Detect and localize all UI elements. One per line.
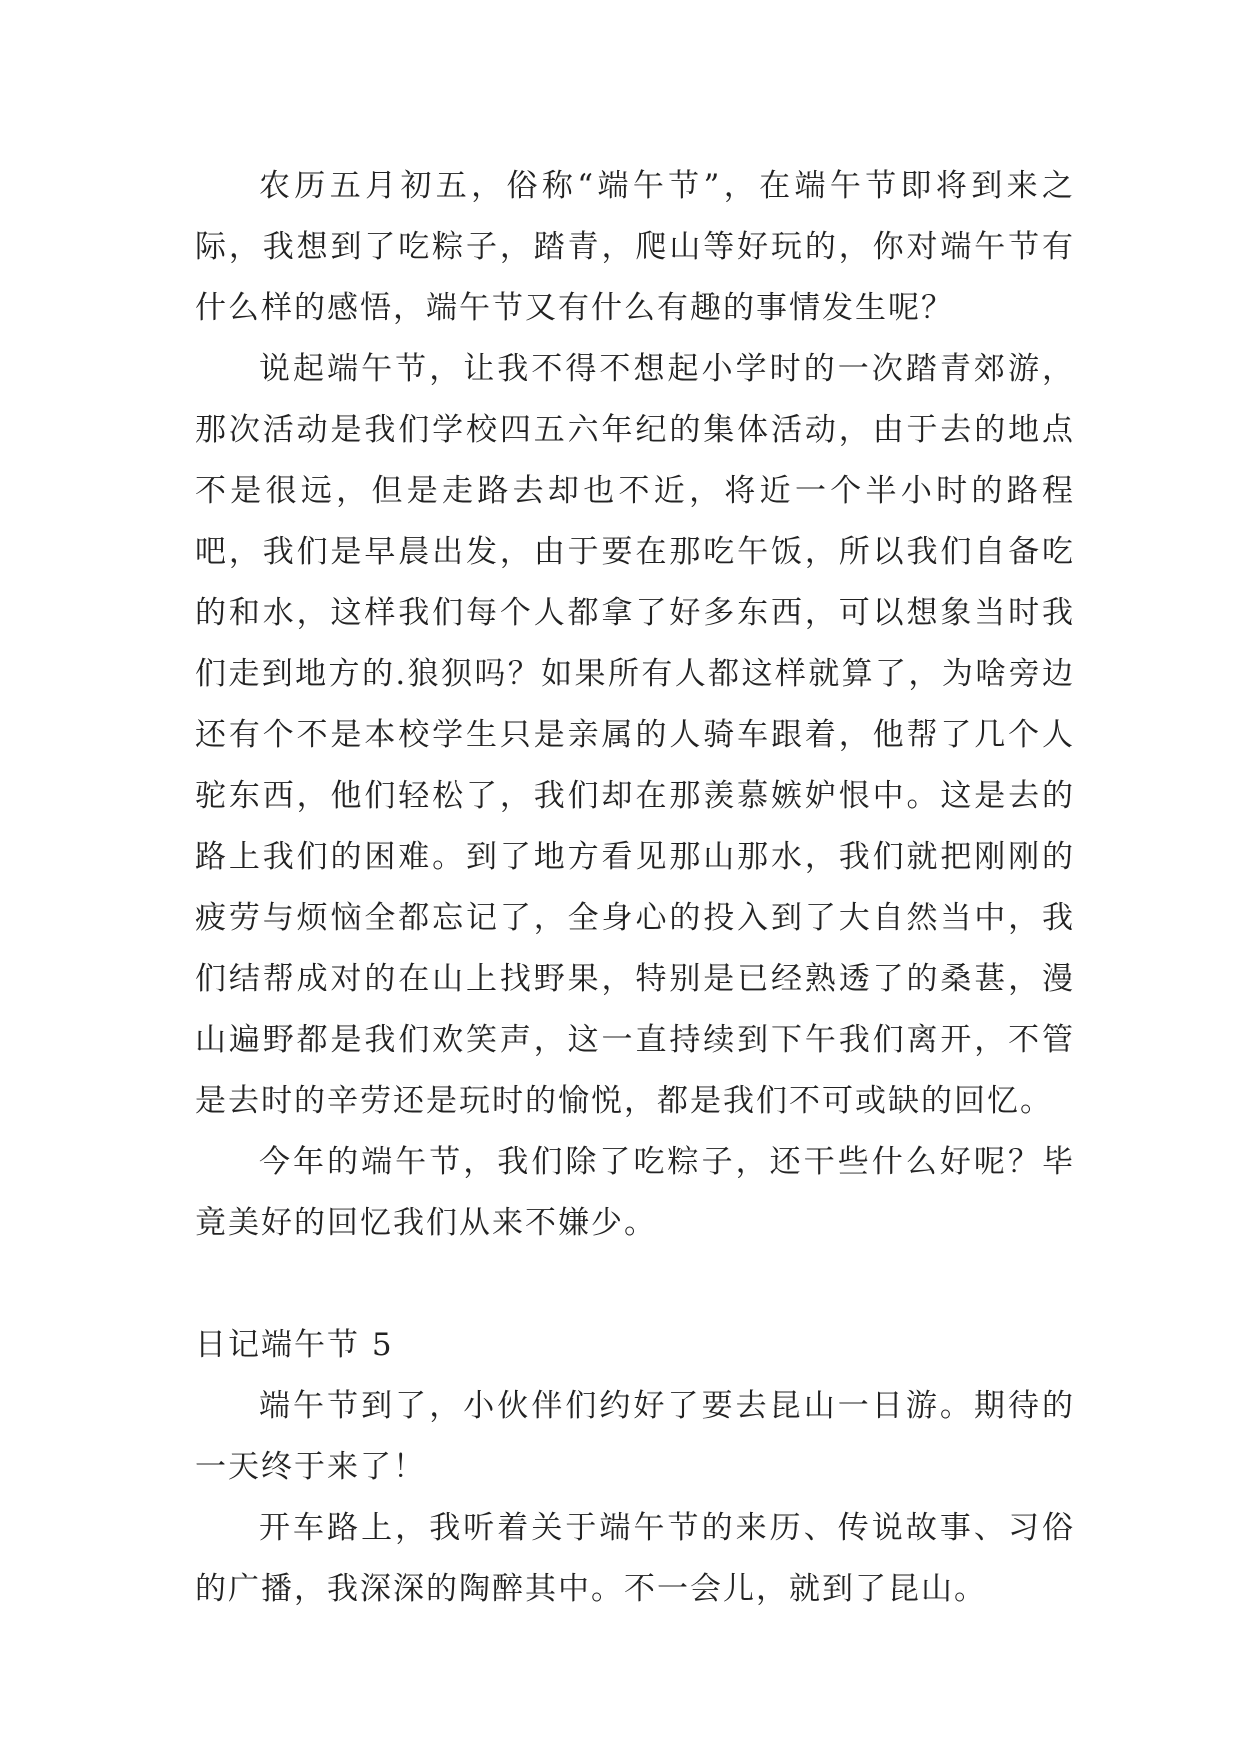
paragraph-intro: 农历五月初五，俗称“端午节”，在端午节即将到来之际，我想到了吃粽子，踏青，爬山等好玩的，你对端午节有什么样的感悟，端午节又有什么有趣的事情发生呢？ (195, 168, 1075, 326)
section-heading: 日记端午节 5 (195, 1327, 394, 1363)
paragraph-trip-start: 端午节到了，小伙伴们约好了要去昆山一日游。期待的一天终于来了！ (195, 1388, 1075, 1485)
document-body (195, 156, 1075, 1620)
paragraph-memory: 说起端午节，让我不得不想起小学时的一次踏青郊游，那次活动是我们学校四五六年纪的集体活动，由于去的地点不是很远，但是走路去却也不近，将近一个半小时的路程吧，我们是早晨出发，由于要在那吃午饭，所以我们自备吃的和水，这样我们每个人都拿了好多东西，可以想象当时我们走到地方的.狼狈吗？如果所有人都这样就算了，为啥旁边还有个不是本校学生只是亲属的人骑车跟着，他帮了几个人驼东西，他们轻松了，我们却在那羡慕嫉妒恨中。这是去的路上我们的困难。到了地方看见那山那水，我们就把刚刚的疲劳与烦恼全都忘记了，全身心的投入到了大自然当中，我们结帮成对的在山上找野果，特别是已经熟透了的桑葚，漫山遍野都是我们欢笑声，这一直持续到下午我们离开，不管是去时的辛劳还是玩时的愉悦，都是我们不可或缺的回忆。 (195, 351, 1075, 1119)
paragraph-this-year: 今年的端午节，我们除了吃粽子，还干些什么好呢？毕竟美好的回忆我们从来不嫌少。 (195, 1144, 1075, 1241)
paragraph-drive: 开车路上，我听着关于端午节的来历、传说故事、习俗的广播，我深深的陶醉其中。不一会儿，就到了昆山。 (195, 1510, 1075, 1607)
